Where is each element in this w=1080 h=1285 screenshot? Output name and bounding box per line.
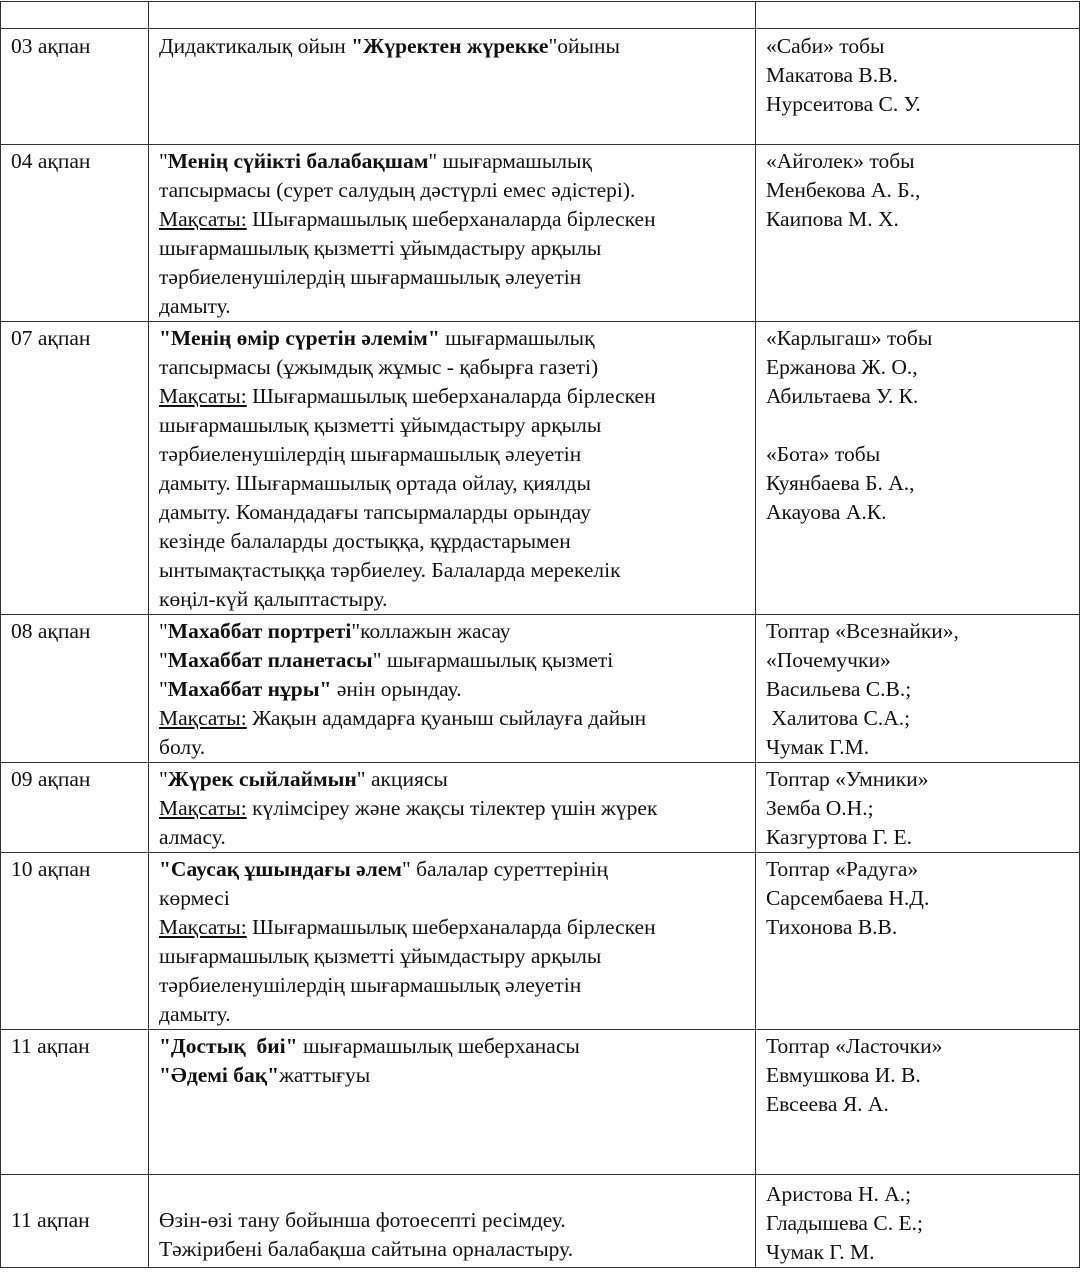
header-cell-responsible — [756, 2, 1080, 29]
event-description-cell — [149, 763, 756, 853]
event-line — [159, 176, 745, 205]
event-title: Махаббат планетасы — [167, 648, 373, 672]
event-text: дамыту. Командадағы тапсырмаларды орындау — [159, 500, 591, 524]
date-cell — [1, 29, 149, 145]
event-text: " — [159, 648, 168, 672]
event-text: алмасу. — [159, 825, 226, 849]
event-date: 10 ақпан — [11, 857, 91, 881]
responsible-person: Аристова Н. А.; — [766, 1182, 912, 1206]
event-text: " шығармашылық қызметі — [372, 648, 614, 672]
event-line — [159, 733, 745, 762]
table-body — [1, 2, 1080, 1268]
event-description-cell — [149, 322, 756, 615]
responsible-person: Менбекова А. Б., — [766, 178, 921, 202]
event-text: дамыту. Шығармашылық ортада ойлау, қиялды — [159, 471, 591, 495]
responsible-person: «Почемучки» — [766, 648, 891, 672]
event-line — [159, 527, 745, 556]
event-description — [159, 855, 745, 1029]
event-description-cell — [149, 145, 756, 322]
event-text: "ойыны — [548, 34, 620, 58]
event-text: " балалар суреттерінің — [401, 857, 608, 881]
event-date: 11 ақпан — [11, 1034, 90, 1058]
event-text: " — [159, 619, 168, 643]
event-line — [159, 1235, 745, 1264]
event-title: "Жүректен жүрекке — [351, 34, 549, 58]
goal-label: Мақсаты: — [159, 706, 247, 730]
header-cell-event — [149, 2, 756, 29]
event-description — [159, 1032, 745, 1090]
event-line — [159, 411, 745, 440]
event-text: Шығармашылық шеберханаларда бірлескен — [246, 915, 656, 939]
responsible-person: «Бота» тобы — [766, 442, 881, 466]
event-line — [159, 292, 745, 321]
date-cell — [1, 145, 149, 322]
event-line — [159, 324, 745, 353]
table-row — [1, 615, 1080, 763]
event-line — [159, 823, 745, 852]
event-description-cell — [149, 615, 756, 763]
event-text: " — [159, 149, 168, 173]
event-line — [159, 646, 745, 675]
goal-label: Мақсаты: — [159, 384, 247, 408]
event-line — [159, 556, 745, 585]
event-description-cell — [149, 1175, 756, 1268]
responsible-person: Сарсембаева Н.Д. — [766, 886, 930, 910]
event-line — [159, 1061, 745, 1090]
group-name: Топтар «Ласточки» — [766, 1034, 943, 1058]
event-line — [159, 263, 745, 292]
event-text: әнін орындау. — [331, 677, 462, 701]
table-row — [1, 1175, 1080, 1268]
event-text: Дидактикалық ойын — [159, 34, 352, 58]
group-name: «Айголек» тобы — [766, 149, 915, 173]
group-name: Топтар «Всезнайки», — [766, 619, 959, 643]
responsible-person: Халитова С.А.; — [766, 706, 911, 730]
event-text: " — [159, 767, 168, 791]
event-line — [159, 913, 745, 942]
group-name: Топтар «Умники» — [766, 767, 929, 791]
responsible-cell — [756, 322, 1080, 615]
event-line — [159, 234, 745, 263]
responsible-person: Акауова А.К. — [766, 500, 887, 524]
responsible-person: Нурсеитова С. У. — [766, 92, 921, 116]
event-title: "Менің өмір сүретін әлемім" — [159, 326, 440, 350]
event-title: Жүрек сыйлаймын — [167, 767, 357, 791]
event-description — [159, 32, 745, 61]
event-line — [159, 704, 745, 733]
event-line — [159, 971, 745, 1000]
responsible-person: Чумак Г.М. — [766, 735, 870, 759]
table-row — [1, 145, 1080, 322]
event-text: күлімсіреу және жақсы тілектер үшін жүрек — [246, 796, 658, 820]
date-cell — [1, 322, 149, 615]
goal-label: Мақсаты: — [159, 796, 247, 820]
event-text: кезінде балаларды достыққа, құрдастарымен — [159, 529, 571, 553]
event-text: тапсырмасы (сурет салудың дәстүрлі емес әдістері). — [159, 178, 636, 202]
event-text: " — [159, 677, 168, 701]
responsible-person: Чумак Г. М. — [766, 1240, 875, 1264]
event-line — [159, 353, 745, 382]
event-title: Махаббат портреті — [167, 619, 352, 643]
responsible-person: Васильева С.В.; — [766, 677, 912, 701]
event-text: шығармашылық қызметті ұйымдастыру арқылы — [159, 944, 602, 968]
table-row — [1, 1030, 1080, 1175]
event-text: ынтымақтастыққа тәрбиелеу. Балаларда мерекелік — [159, 558, 621, 582]
event-line — [159, 617, 745, 646]
event-line — [159, 205, 745, 234]
responsible-person: Абильтаева У. К. — [766, 384, 919, 408]
table-row — [1, 763, 1080, 853]
event-description — [159, 617, 745, 762]
responsible-cell — [756, 763, 1080, 853]
event-description-cell — [149, 1030, 756, 1175]
event-text: тәрбиеленушілердің шығармашылық әлеуетін — [159, 973, 582, 997]
event-date: 08 ақпан — [11, 619, 91, 643]
table-header-row — [1, 2, 1080, 29]
responsible-cell — [756, 145, 1080, 322]
responsible-cell — [756, 29, 1080, 145]
group-name: Топтар «Радуга» — [766, 857, 919, 881]
event-line — [159, 1000, 745, 1029]
event-line — [159, 1206, 745, 1235]
event-line — [159, 32, 745, 61]
event-description — [159, 324, 745, 614]
responsible-cell — [756, 1175, 1080, 1268]
event-date: 04 ақпан — [11, 149, 91, 173]
event-title: Менің сүйікті балабақшам — [167, 149, 429, 173]
event-description — [159, 147, 745, 321]
event-description-cell — [149, 853, 756, 1030]
event-text: дамыту. — [159, 294, 231, 318]
responsible-person: Гладышева С. Е.; — [766, 1211, 923, 1235]
event-line — [159, 382, 745, 411]
event-title: Махаббат нұры" — [167, 677, 332, 701]
event-title: "Достық биі" — [159, 1034, 298, 1058]
responsible-person: Евсеева Я. А. — [766, 1092, 889, 1116]
event-text: көңіл-күй қалыптастыру. — [159, 587, 388, 611]
responsible-person: Куянбаева Б. А., — [766, 471, 915, 495]
date-cell — [1, 1030, 149, 1175]
responsible-person: Макатова В.В. — [766, 63, 898, 87]
event-date: 07 ақпан — [11, 326, 91, 350]
event-line — [159, 675, 745, 704]
table-row — [1, 322, 1080, 615]
table-row — [1, 853, 1080, 1030]
event-line — [159, 440, 745, 469]
responsible-cell — [756, 853, 1080, 1030]
event-text: көрмесі — [159, 886, 230, 910]
date-cell — [1, 1175, 149, 1268]
event-text: болу. — [159, 735, 206, 759]
event-line — [159, 585, 745, 614]
responsible-person: Евмушкова И. В. — [766, 1063, 921, 1087]
event-text: шығармашылық қызметті ұйымдастыру арқылы — [159, 413, 602, 437]
event-line — [159, 855, 745, 884]
event-line — [159, 469, 745, 498]
responsible-person: Казгуртова Г. Е. — [766, 825, 913, 849]
event-line — [159, 794, 745, 823]
event-text: "коллажын жасау — [351, 619, 511, 643]
responsible-person: Земба О.Н.; — [766, 796, 874, 820]
event-date: 09 ақпан — [11, 767, 91, 791]
spacer — [766, 411, 1069, 440]
event-line — [159, 1032, 745, 1061]
event-text: тапсырмасы (ұжымдық жұмыс - қабырға газеті) — [159, 355, 599, 379]
event-text: шығармашылық қызметті ұйымдастыру арқылы — [159, 236, 602, 260]
event-date: 03 ақпан — [11, 34, 91, 58]
event-text: шығармашылық шеберханасы — [297, 1034, 580, 1058]
event-plan-table — [0, 1, 1080, 1268]
responsible-person: Ержанова Ж. О., — [766, 355, 918, 379]
header-cell-date — [1, 2, 149, 29]
event-title: "Саусақ ұшындағы әлем — [159, 857, 402, 881]
group-name: «Саби» тобы — [766, 34, 885, 58]
event-text: Тәжірибені балабақша сайтына орналастыру. — [159, 1237, 574, 1261]
responsible-person: Каипова М. Х. — [766, 207, 899, 231]
responsible-cell — [756, 615, 1080, 763]
event-text: тәрбиеленушілердің шығармашылық әлеуетін — [159, 442, 582, 466]
date-cell — [1, 853, 149, 1030]
date-cell — [1, 615, 149, 763]
event-text: шығармашылық — [439, 326, 595, 350]
responsible-person: Тихонова В.В. — [766, 915, 898, 939]
event-line — [159, 147, 745, 176]
goal-label: Мақсаты: — [159, 915, 247, 939]
event-line — [159, 765, 745, 794]
event-text: Өзін-өзі тану бойынша фотоесепті ресімдеу. — [159, 1208, 566, 1232]
event-text: Шығармашылық шеберханаларда бірлескен — [246, 207, 656, 231]
responsible-cell — [756, 1030, 1080, 1175]
event-date: 11 ақпан — [11, 1208, 90, 1232]
table-row — [1, 29, 1080, 145]
date-cell — [1, 763, 149, 853]
event-text: Жақын адамдарға қуаныш сыйлауға дайын — [246, 706, 647, 730]
event-text: дамыту. — [159, 1002, 231, 1026]
event-line — [159, 498, 745, 527]
event-text: " шығармашылық — [428, 149, 592, 173]
event-line — [159, 884, 745, 913]
event-description — [159, 765, 745, 852]
event-text: жаттығуы — [279, 1063, 371, 1087]
event-description — [159, 1180, 745, 1264]
event-line — [159, 942, 745, 971]
event-text: Шығармашылық шеберханаларда бірлескен — [246, 384, 656, 408]
event-description-cell — [149, 29, 756, 145]
group-name: «Карлыгаш» тобы — [766, 326, 933, 350]
event-text: " акциясы — [356, 767, 448, 791]
event-title: "Әдемі бақ" — [159, 1063, 280, 1087]
event-text: тәрбиеленушілердің шығармашылық әлеуетін — [159, 265, 582, 289]
goal-label: Мақсаты: — [159, 207, 247, 231]
